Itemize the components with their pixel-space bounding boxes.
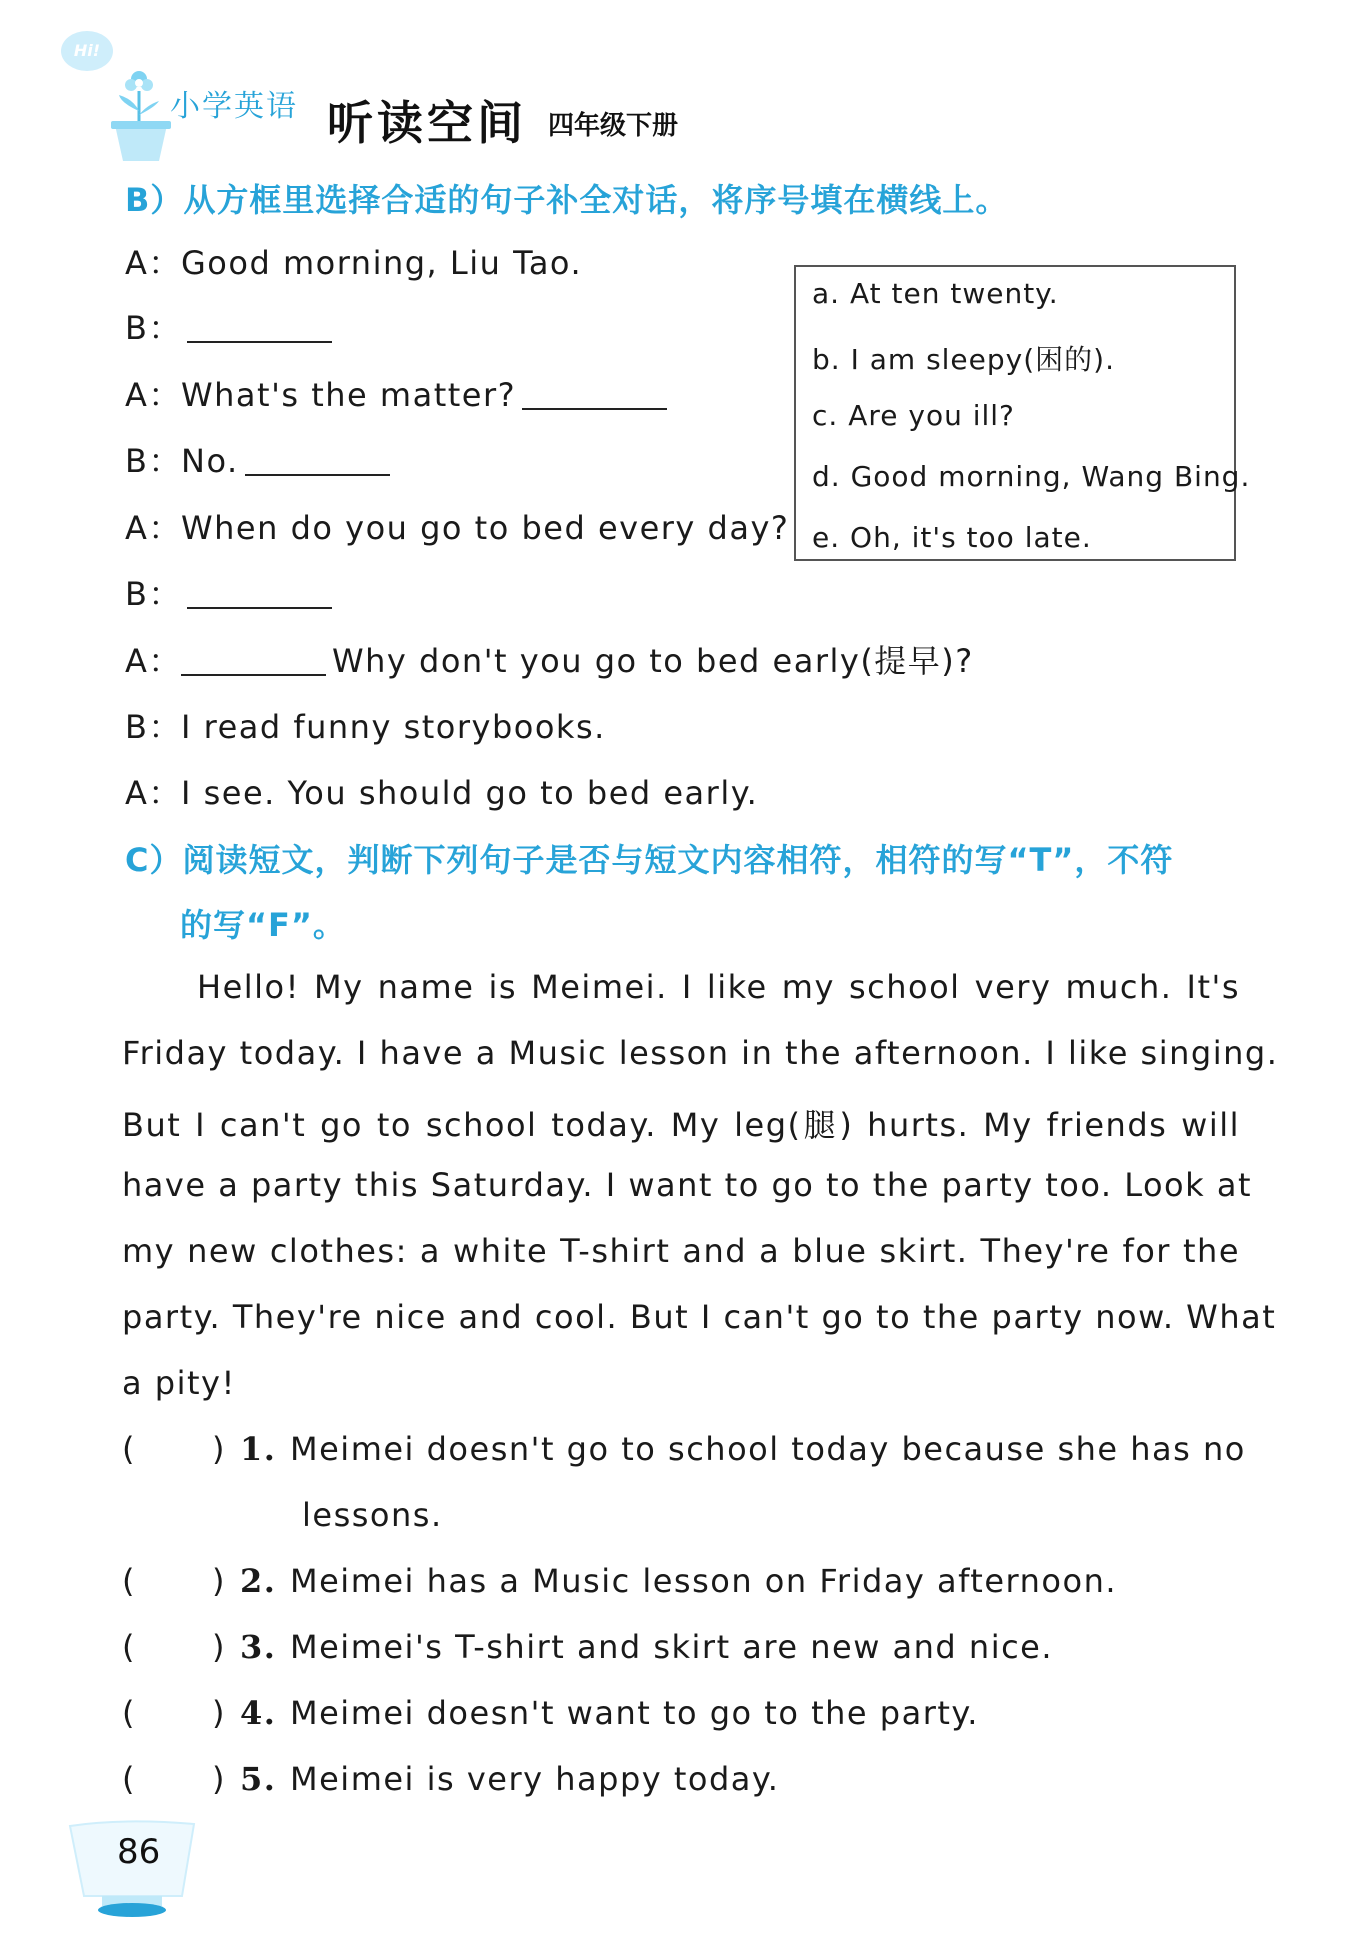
- speaker-label: A：: [125, 244, 182, 282]
- tf-question-4: [122, 1694, 979, 1732]
- dialog-text: Why don't you go to bed early(提早)?: [332, 642, 974, 680]
- speaker-label: A：: [125, 376, 182, 414]
- dialog-line-5: [125, 503, 789, 549]
- question-text: Meimei is very happy today.: [290, 1760, 780, 1798]
- dialog-line-2: [125, 303, 338, 349]
- section-c-heading-cont: 的写“F”。: [180, 906, 346, 944]
- tf-question-1: [122, 1430, 1246, 1468]
- question-text: Meimei doesn't want to go to the party.: [290, 1694, 979, 1732]
- page-number: 86: [117, 1832, 161, 1872]
- passage-line-1: Hello! My name is Meimei. I like my school very much. It's: [197, 968, 1240, 1006]
- dialog-text: Good morning, Liu Tao.: [181, 244, 583, 282]
- tf-question-2: [122, 1562, 1117, 1600]
- speaker-label: B：: [125, 575, 182, 613]
- passage-line-5: my new clothes: a white T-shirt and a blue skirt. They're for the: [122, 1232, 1240, 1270]
- question-text: Meimei's T-shirt and skirt are new and nice.: [290, 1628, 1054, 1666]
- answer-paren-close: ): [212, 1562, 226, 1600]
- option-b: b. I am sleepy(困的).: [812, 343, 1115, 376]
- answer-paren-open[interactable]: (: [122, 1628, 136, 1666]
- answer-blank[interactable]: [522, 407, 667, 410]
- dialog-line-7: [125, 636, 974, 682]
- section-b-heading: B）从方框里选择合适的句子补全对话，将序号填在横线上。: [125, 181, 1009, 219]
- answer-paren-open[interactable]: (: [122, 1562, 136, 1600]
- book-header: [55, 25, 755, 155]
- page-number-badge: [62, 1812, 202, 1922]
- options-box: [794, 265, 1251, 561]
- question-number: 5.: [240, 1760, 277, 1798]
- question-number: 1.: [240, 1430, 277, 1468]
- tf-question-1-cont: lessons.: [302, 1496, 443, 1534]
- section-c-heading: C）阅读短文，判断下列句子是否与短文内容相符，相符的写“T”，不符: [125, 841, 1174, 879]
- speaker-label: A：: [125, 642, 182, 680]
- speaker-label: B：: [125, 309, 182, 347]
- passage-line-7: a pity!: [122, 1364, 236, 1402]
- option-e: e. Oh, it's too late.: [812, 521, 1092, 554]
- speaker-label: B：: [125, 442, 182, 480]
- passage-line-3: But I can't go to school today. My leg(腿) hurts. My friends will: [122, 1106, 1240, 1144]
- speaker-label: B：: [125, 708, 182, 746]
- option-d: d. Good morning, Wang Bing.: [812, 460, 1251, 493]
- answer-blank[interactable]: [187, 340, 332, 343]
- dialog-text: What's the matter?: [181, 376, 517, 414]
- answer-paren-close: ): [212, 1430, 226, 1468]
- passage-line-6: party. They're nice and cool. But I can't go to the party now. What: [122, 1298, 1277, 1336]
- brand-title: 听读空间: [327, 96, 527, 150]
- answer-paren-open[interactable]: (: [122, 1694, 136, 1732]
- brand-subtitle: 小学英语: [170, 89, 298, 124]
- speaker-label: A：: [125, 774, 182, 812]
- dialog-text: I see. You should go to bed early.: [181, 774, 759, 812]
- passage-line-2: Friday today. I have a Music lesson in the afternoon. I like singing.: [122, 1034, 1279, 1072]
- answer-paren-open[interactable]: (: [122, 1430, 136, 1468]
- answer-blank[interactable]: [181, 673, 326, 676]
- speaker-label: A：: [125, 509, 182, 547]
- dialog-line-9: [125, 768, 758, 814]
- dialog-line-6: [125, 569, 338, 615]
- tf-question-3: [122, 1628, 1053, 1666]
- dialog-line-4: [125, 436, 396, 482]
- answer-blank[interactable]: [187, 606, 332, 609]
- answer-paren-close: ): [212, 1628, 226, 1666]
- hi-badge: Hi!: [61, 31, 113, 71]
- grade-label: 四年级下册: [548, 111, 679, 141]
- passage-line-4: have a party this Saturday. I want to go to the party too. Look at: [122, 1166, 1252, 1204]
- question-text: Meimei has a Music lesson on Friday afternoon.: [290, 1562, 1118, 1600]
- tf-question-5: [122, 1760, 779, 1798]
- dialog-text: No.: [181, 442, 239, 480]
- question-text: Meimei doesn't go to school today because she has no: [290, 1430, 1246, 1468]
- question-number: 3.: [240, 1628, 277, 1666]
- answer-paren-close: ): [212, 1760, 226, 1798]
- dialog-text: I read funny storybooks.: [181, 708, 606, 746]
- flower-pot-icon: [109, 65, 179, 165]
- answer-paren-open[interactable]: (: [122, 1760, 136, 1798]
- dialog-line-1: [125, 238, 582, 284]
- answer-paren-close: ): [212, 1694, 226, 1732]
- dialog-line-3: [125, 370, 673, 416]
- option-c: c. Are you ill?: [812, 399, 1015, 432]
- question-number: 2.: [240, 1562, 277, 1600]
- dialog-line-8: [125, 702, 606, 748]
- dialog-text: When do you go to bed every day?: [181, 509, 790, 547]
- option-a: a. At ten twenty.: [812, 277, 1059, 310]
- answer-blank[interactable]: [245, 473, 390, 476]
- question-number: 4.: [240, 1694, 277, 1732]
